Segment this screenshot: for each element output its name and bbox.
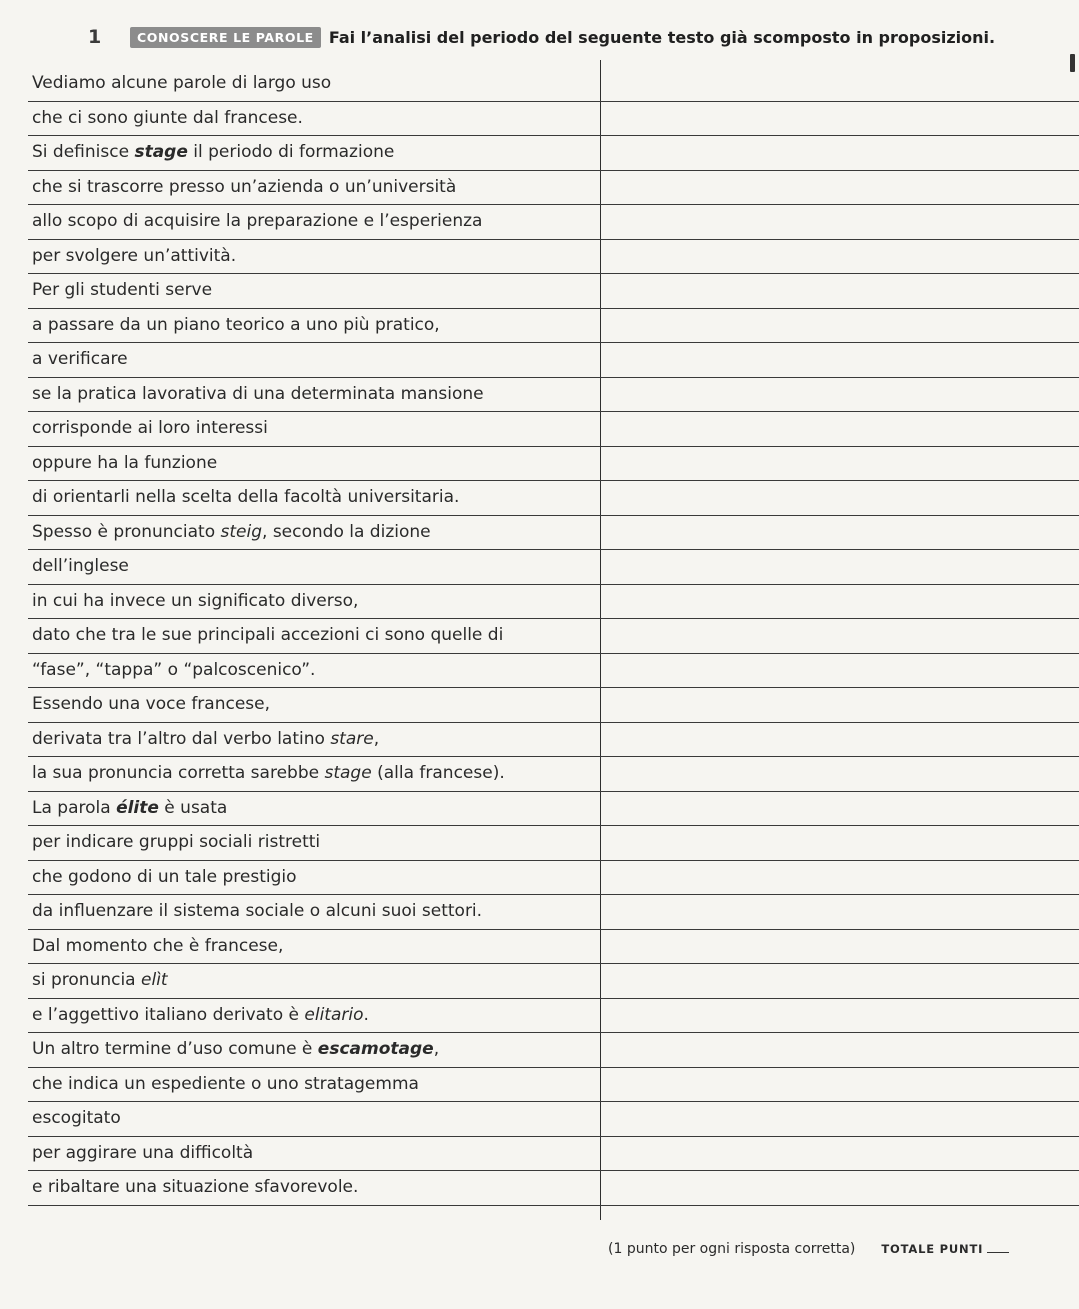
answer-field[interactable] (602, 1102, 1079, 1136)
answer-field[interactable] (602, 619, 1079, 653)
clause-text (32, 346, 128, 372)
clause-text-part: di orientarli nella scelta della facoltà universitaria. (32, 487, 460, 507)
clause-row (28, 1102, 1079, 1137)
clause-text-part: Essendo una voce francese, (32, 694, 271, 714)
clause-row (28, 102, 1079, 137)
clause-text (32, 381, 484, 407)
clause-text-part: Un altro termine d’uso comune è (32, 1039, 318, 1059)
clause-text-part: a passare da un piano teorico a uno più pratico, (32, 314, 440, 335)
clause-text-part: è usata (158, 797, 228, 818)
clause-text (32, 795, 227, 821)
clause-text (32, 1071, 419, 1097)
clause-text (32, 1105, 121, 1131)
clause-row (28, 964, 1079, 999)
highlighted-term: élite (116, 797, 159, 818)
clause-text (32, 726, 379, 752)
clause-text (32, 898, 482, 924)
clause-text-part: se la pratica lavorativa di una determinata mansione (32, 383, 484, 404)
clause-row (28, 481, 1079, 516)
clause-text-part: che ci sono giunte dal francese. (32, 107, 303, 128)
clause-row (28, 1171, 1079, 1206)
clause-row (28, 309, 1079, 344)
clause-text (32, 967, 168, 993)
clause-text (32, 70, 331, 96)
clause-text-part: , secondo la dizione (262, 521, 431, 542)
answer-field[interactable] (602, 930, 1079, 964)
clause-text-part: a verificare (32, 349, 128, 369)
clause-text-part: si pronuncia (32, 970, 142, 990)
answer-field[interactable] (602, 309, 1079, 343)
exercise-number: 1 (88, 26, 102, 48)
clause-row (28, 757, 1079, 792)
answer-field[interactable] (602, 481, 1079, 515)
clause-text (32, 174, 456, 200)
clause-text (32, 1174, 358, 1200)
answer-field[interactable] (602, 378, 1079, 412)
clause-text (32, 1140, 253, 1166)
clause-text (32, 277, 212, 303)
answer-field[interactable] (602, 861, 1079, 895)
clause-text-part: derivata tra l’altro dal verbo latino (32, 728, 331, 749)
answer-field[interactable] (602, 688, 1079, 722)
clause-row (28, 136, 1079, 171)
clause-text-part: “fase”, “tappa” o “palcoscenico”. (32, 659, 316, 680)
clause-row (28, 654, 1079, 689)
score-note: (1 punto per ogni risposta corretta) (608, 1241, 856, 1257)
clause-row (28, 930, 1079, 965)
clause-text (32, 760, 505, 786)
answer-field[interactable] (602, 1068, 1079, 1102)
clause-text-part: dato che tra le sue principali accezioni ci sono quelle di (32, 625, 504, 645)
clause-text-part: che si trascorre presso un’azienda o un’università (32, 176, 457, 197)
clause-text-part: Si definisce (32, 142, 135, 162)
clause-row (28, 171, 1079, 206)
total-points-blank[interactable] (987, 1240, 1009, 1253)
answer-field[interactable] (602, 654, 1079, 688)
clause-text-part: Dal momento che è francese, (32, 935, 284, 956)
clause-text-part: che godono di un tale prestigio (32, 866, 297, 887)
clause-text-part: e ribaltare una situazione sfavorevole. (32, 1177, 359, 1197)
clause-text (32, 519, 431, 545)
answer-field[interactable] (602, 826, 1079, 860)
clause-row (28, 67, 1079, 102)
clause-text (32, 450, 217, 476)
clause-text-part: . (363, 1004, 369, 1025)
clause-row (28, 447, 1079, 482)
clause-text (32, 1036, 439, 1062)
clause-row (28, 861, 1079, 896)
clause-text-part: (alla francese). (371, 763, 505, 783)
answer-field[interactable] (602, 723, 1079, 757)
clause-text (32, 1002, 369, 1028)
answer-field[interactable] (602, 102, 1079, 136)
clause-text-part: da influenzare il sistema sociale o alcuni suoi settori. (32, 901, 483, 921)
highlighted-term: stage (324, 763, 372, 783)
clause-text-part: Per gli studenti serve (32, 280, 213, 300)
clause-text (32, 243, 236, 269)
clause-text (32, 588, 358, 614)
clause-text-part: per aggirare una difficoltà (32, 1142, 254, 1163)
answer-field[interactable] (602, 999, 1079, 1033)
clause-text-part: Spesso è pronunciato (32, 521, 221, 542)
clause-text (32, 484, 459, 510)
clause-text-part: e l’aggettivo italiano derivato è (32, 1004, 305, 1025)
exercise-instruction: Fai l’analisi del periodo del seguente testo già scomposto in proposizioni. (328, 27, 996, 47)
clause-text-part: , (433, 1039, 440, 1059)
clause-row (28, 343, 1079, 378)
clause-row (28, 274, 1079, 309)
answer-field[interactable] (602, 757, 1079, 791)
clause-row (28, 723, 1079, 758)
clause-text (32, 657, 315, 683)
answer-field[interactable] (602, 964, 1079, 998)
clause-text (32, 933, 283, 959)
clause-text-part: oppure ha la funzione (32, 452, 218, 473)
answer-field[interactable] (602, 1137, 1079, 1171)
highlighted-term: elìt (141, 970, 168, 990)
clause-row (28, 1137, 1079, 1172)
clause-text (32, 139, 394, 165)
clause-text-part: il periodo di formazione (187, 142, 395, 162)
answer-field[interactable] (602, 516, 1079, 550)
answer-field[interactable] (602, 412, 1079, 446)
clause-row (28, 516, 1079, 551)
clause-row (28, 585, 1079, 620)
clause-row (28, 999, 1079, 1034)
clause-text-part: La parola (32, 797, 117, 818)
clause-text-part: Vediamo alcune parole di largo uso (32, 73, 332, 93)
clause-list (28, 67, 1079, 1206)
clause-row (28, 550, 1079, 585)
clause-text (32, 622, 503, 648)
clause-text (32, 208, 482, 234)
clause-text (32, 415, 268, 441)
highlighted-term: steig (220, 521, 263, 542)
clause-text-part: per svolgere un’attività. (32, 245, 237, 266)
answer-field[interactable] (602, 343, 1079, 377)
clause-row (28, 619, 1079, 654)
answer-field[interactable] (602, 1033, 1079, 1067)
answer-field[interactable] (602, 274, 1079, 308)
highlighted-term: escamotage (317, 1039, 434, 1059)
clause-row (28, 378, 1079, 413)
clause-row (28, 1033, 1079, 1068)
answer-field[interactable] (602, 205, 1079, 239)
exercise-heading (88, 24, 995, 50)
highlighted-term: elitario (304, 1004, 364, 1025)
answer-field[interactable] (602, 447, 1079, 481)
total-points-label: TOTALE PUNTI (881, 1242, 984, 1256)
clause-text-part: che indica un espediente o uno stratagemma (32, 1073, 419, 1094)
answer-field[interactable] (602, 585, 1079, 619)
clause-text-part: corrisponde ai loro interessi (32, 418, 268, 438)
clause-text (32, 553, 129, 579)
clause-text (32, 864, 297, 890)
answer-field[interactable] (602, 792, 1079, 826)
score-footer (608, 1240, 1009, 1257)
clause-row (28, 205, 1079, 240)
clause-row (28, 792, 1079, 827)
answer-field[interactable] (602, 67, 1079, 101)
clause-text (32, 105, 303, 131)
answer-field[interactable] (602, 550, 1079, 584)
clause-text-part: in cui ha invece un significato diverso, (32, 590, 359, 611)
clause-text-part: dell’inglese (32, 556, 129, 576)
highlighted-term: stare (330, 728, 374, 749)
clause-text-part: escogitato (32, 1108, 121, 1128)
answer-field[interactable] (602, 136, 1079, 170)
clause-text (32, 312, 440, 338)
clause-text-part: per indicare gruppi sociali ristretti (32, 832, 321, 852)
section-badge: CONOSCERE LE PAROLE (130, 27, 321, 48)
clause-row (28, 826, 1079, 861)
clause-text (32, 691, 270, 717)
answer-field[interactable] (602, 240, 1079, 274)
clause-text-part: allo scopo di acquisire la preparazione e l’esperienza (32, 211, 483, 231)
answer-field[interactable] (602, 1171, 1079, 1205)
clause-row (28, 240, 1079, 275)
answer-field[interactable] (602, 895, 1079, 929)
highlighted-term: stage (134, 142, 188, 162)
clause-text-part: la sua pronuncia corretta sarebbe (32, 763, 325, 783)
clause-row (28, 412, 1079, 447)
clause-row (28, 1068, 1079, 1103)
clause-text (32, 829, 320, 855)
answer-field[interactable] (602, 171, 1079, 205)
clause-text-part: , (373, 728, 380, 749)
clause-row (28, 895, 1079, 930)
clause-row (28, 688, 1079, 723)
